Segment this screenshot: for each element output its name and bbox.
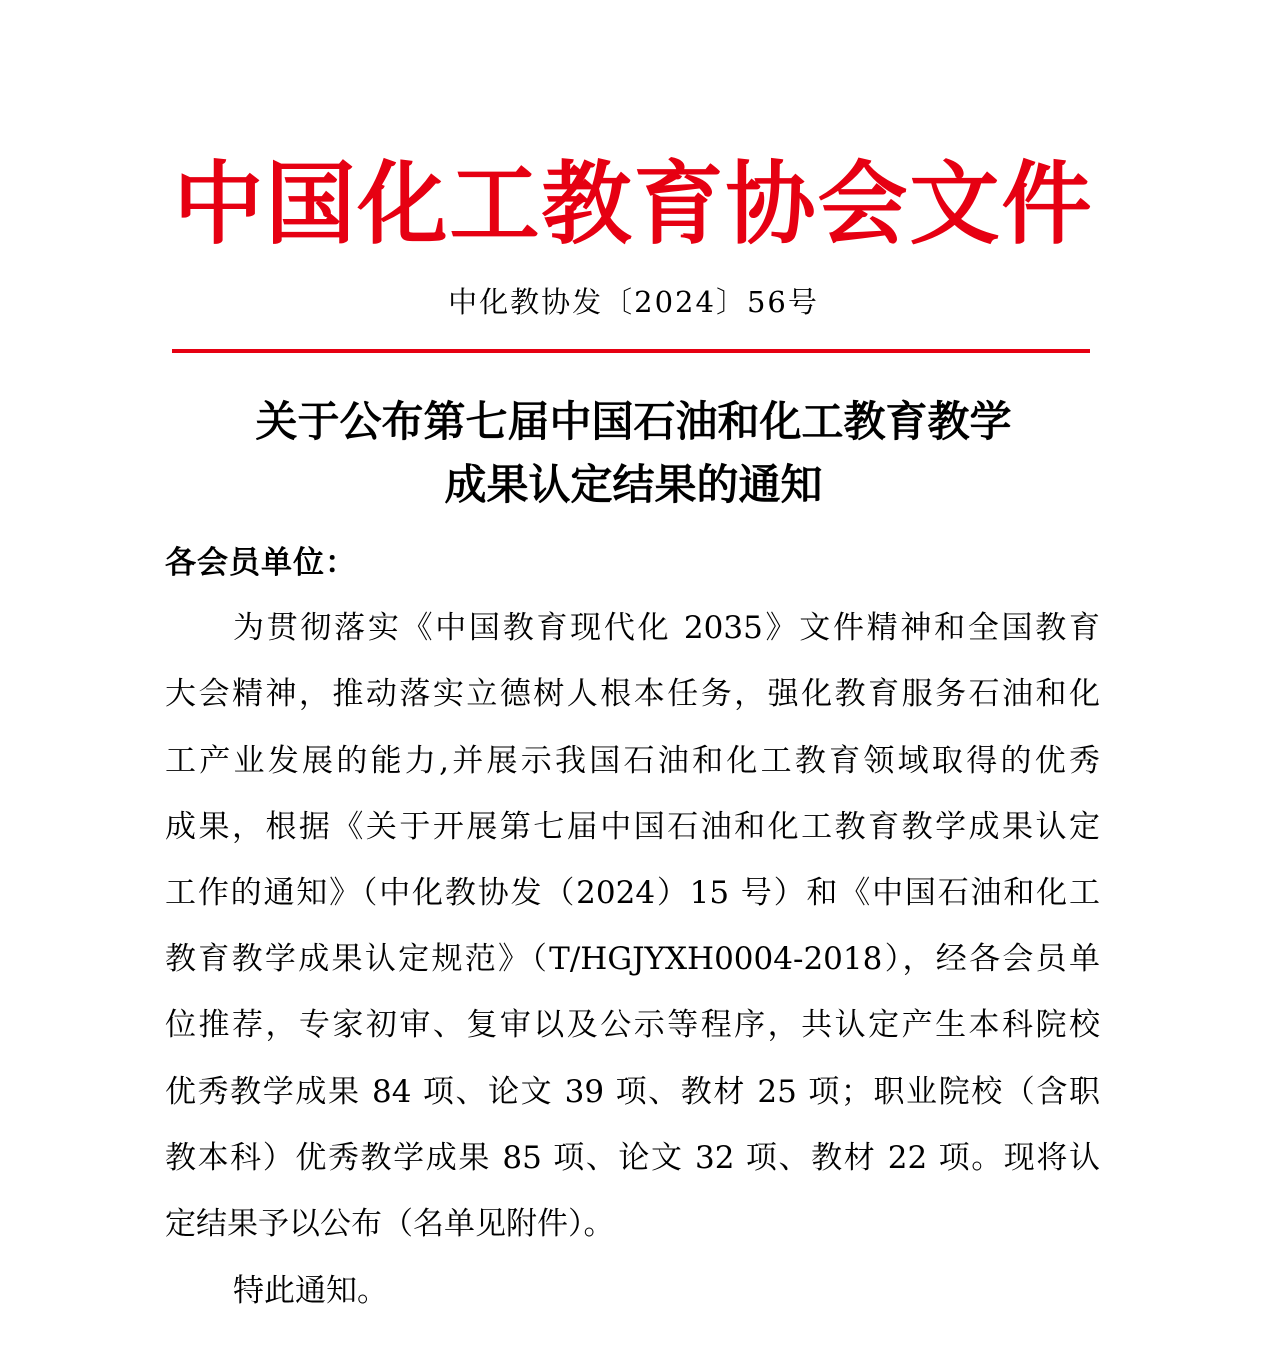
body-line-8: 优秀教学成果 84 项、论文 39 项、教材 25 项；职业院校（含职 [165,1074,1100,1110]
body-line-10: 定结果予以公布（名单见附件）。 [165,1206,615,1242]
body-line-1: 为贯彻落实《中国教育现代化 2035》文件精神和全国教育 [233,610,1100,646]
notice-title-line-1: 关于公布第七届中国石油和化工教育教学 [255,397,1012,446]
body-line-6: 教育教学成果认定规范》（T/HGJYXH0004-2018），经各会员单 [165,941,1100,977]
body-line-3: 工产业发展的能力,并展示我国石油和化工教育领域取得的优秀 [165,743,1100,779]
body-line-9: 教本科）优秀教学成果 85 项、论文 32 项、教材 22 项。现将认 [165,1140,1100,1176]
notice-title-line-2: 成果认定结果的通知 [444,460,823,509]
red-divider-rule [172,349,1090,353]
salutation: 各会员单位： [165,545,357,581]
body-line-4: 成果，根据《关于开展第七届中国石油和化工教育教学成果认定 [165,809,1100,845]
closing-line: 特此通知。 [233,1273,388,1309]
body-line-5: 工作的通知》（中化教协发（2024）15 号）和《中国石油和化工 [165,875,1100,911]
body-line-7: 位推荐，专家初审、复审以及公示等程序，共认定产生本科院校 [165,1007,1100,1043]
body-line-2: 大会精神，推动落实立德树人根本任务，强化教育服务石油和化 [165,676,1100,712]
masthead-title: 中国化工教育协会文件 [173,152,1094,257]
document-number: 中化教协发〔2024〕56号 [448,285,819,319]
